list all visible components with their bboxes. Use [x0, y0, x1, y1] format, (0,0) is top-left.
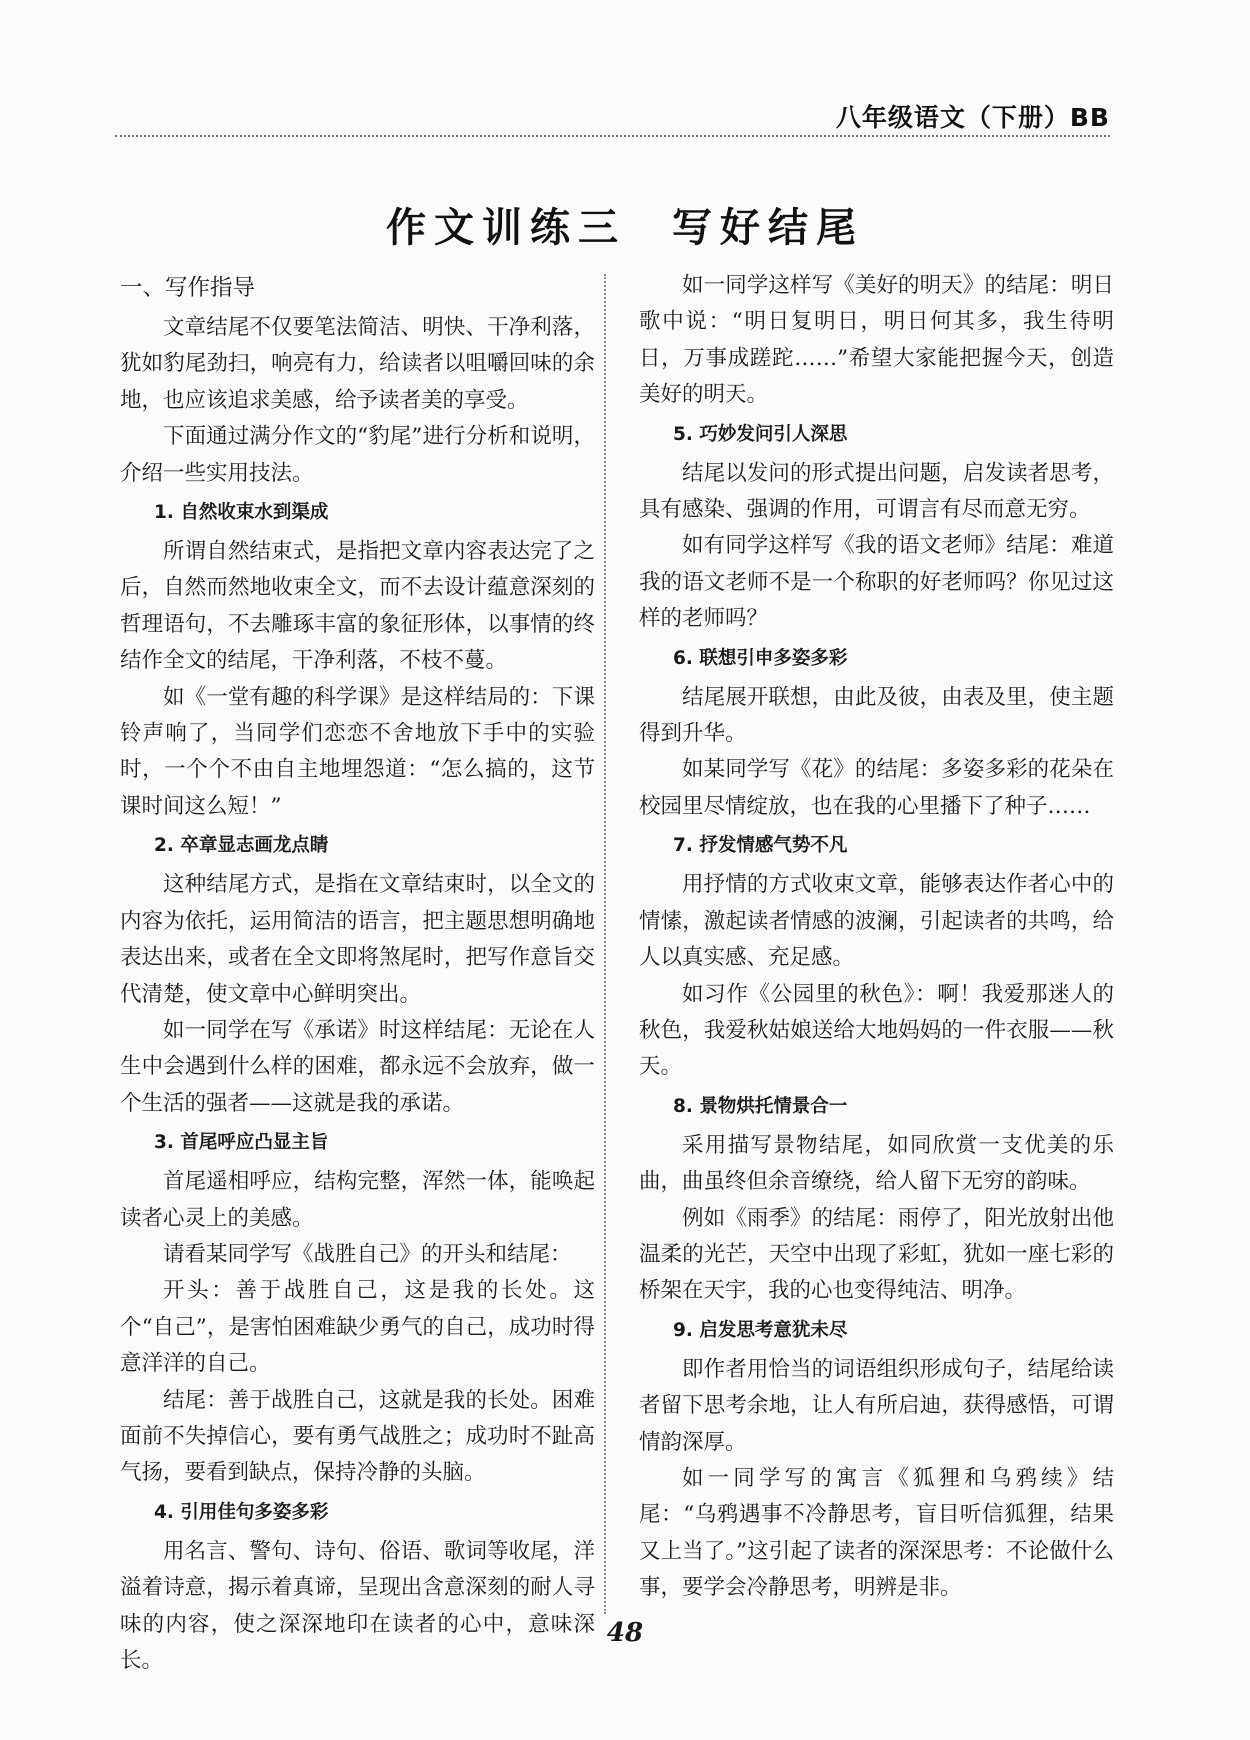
header-divider [115, 135, 1110, 137]
technique-heading: 3. 首尾呼应凸显主旨 [154, 1132, 329, 1154]
paragraph: 采用描写景物结尾，如同欣赏一支优美的乐曲，曲虽终但余音缭绕，给人留下无穷的韵味。 [639, 1132, 1114, 1195]
paragraph: 例如《雨季》的结尾：雨停了，阳光放射出他温柔的光芒，天空中出现了彩虹，犹如一座七彩的桥架在天宇，我的心也变得纯洁、明净。 [639, 1205, 1114, 1304]
technique-heading: 5. 巧妙发问引人深思 [673, 423, 848, 445]
technique-heading: 8. 景物烘托情景合一 [673, 1095, 848, 1117]
book-label: 八年级语文（下册）BB [835, 103, 1110, 132]
section-heading: 一、写作指导 [120, 275, 256, 301]
technique-heading: 6. 联想引申多姿多彩 [673, 647, 848, 669]
paragraph: 所谓自然结束式，是指把文章内容表达完了之后，自然而然地收束全文，而不去设计蕴意深刻的哲理语句，不去雕琢丰富的象征形体，以事情的终结作全文的结尾，干净利落，不枝不蔓。 [120, 539, 595, 674]
left-column [120, 268, 595, 1679]
page-header [115, 98, 1110, 134]
paragraph: 如有同学这样写《我的语文老师》结尾：难道我的语文老师不是一个称职的好老师吗？你见过这样的老师吗？ [639, 533, 1114, 632]
technique-heading: 9. 启发思考意犹未尽 [673, 1319, 848, 1341]
paragraph: 开头：善于战胜自己，这是我的长处。这个“自己”，是害怕困难缺少勇气的自己，成功时得意洋洋的自己。 [120, 1278, 595, 1377]
column-divider [604, 274, 606, 1614]
paragraph: 如一同学写的寓言《狐狸和乌鸦续》结尾：“乌鸦遇事不冷静思考，盲目听信狐狸，结果又上当了。”这引起了读者的深深思考：不论做什么事，要学会冷静思考，明辨是非。 [639, 1465, 1114, 1601]
paragraph: 结尾展开联想，由此及彼，由表及里，使主题得到升华。 [639, 684, 1114, 747]
paragraph: 结尾：善于战胜自己，这就是我的长处。困难面前不失掉信心，要有勇气战胜之；成功时不趾高气扬，要看到缺点，保持冷静的头脑。 [120, 1387, 595, 1486]
paragraph: 首尾遥相呼应，结构完整，浑然一体，能唤起读者心灵上的美感。 [120, 1169, 595, 1231]
title-part2: 写好结尾 [672, 204, 864, 251]
paragraph: 结尾以发问的形式提出问题，启发读者思考，具有感染、强调的作用，可谓言有尽而意无穷。 [639, 460, 1114, 523]
technique-heading: 2. 卒章显志画龙点睛 [154, 835, 329, 857]
right-column [639, 268, 1114, 1607]
paragraph: 如习作《公园里的秋色》：啊！我爱那迷人的秋色，我爱秋姑娘送给大地妈妈的一件衣服——秋天。 [639, 981, 1114, 1080]
paragraph: 用抒情的方式收束文章，能够表达作者心中的情愫，激起读者情感的波澜，引起读者的共鸣，给人以真实感、充足感。 [639, 872, 1114, 971]
paragraph: 如某同学写《花》的结尾：多姿多彩的花朵在校园里尽情绽放，也在我的心里播下了种子…… [639, 757, 1114, 819]
technique-heading: 4. 引用佳句多姿多彩 [154, 1501, 329, 1523]
paragraph: 下面通过满分作文的“豹尾”进行分析和说明，介绍一些实用技法。 [120, 424, 595, 486]
paragraph: 用名言、警句、诗句、俗语、歌词等收尾，洋溢着诗意，揭示着真谛，呈现出含意深刻的耐人寻味的内容，使之深深地印在读者的心中，意味深长。 [120, 1538, 595, 1673]
paragraph: 如一同学在写《承诺》时这样结尾：无论在人生中会遇到什么样的困难，都永远不会放弃，做一个生活的强者——这就是我的承诺。 [120, 1017, 595, 1116]
page-title [0, 196, 1250, 253]
page-number: 48 [606, 1618, 644, 1648]
paragraph: 如《一堂有趣的科学课》是这样结局的：下课铃声响了，当同学们恋恋不舍地放下手中的实验时，一个个不由自主地埋怨道：“怎么搞的，这节课时间这么短！” [120, 684, 595, 819]
paragraph: 即作者用恰当的词语组织形成句子，结尾给读者留下思考余地，让人有所启迪，获得感悟，可谓情韵深厚。 [639, 1356, 1114, 1455]
technique-heading: 7. 抒发情感气势不凡 [673, 835, 848, 857]
paragraph: 如一同学这样写《美好的明天》的结尾：明日歌中说：“明日复明日，明日何其多，我生待明日，万事成蹉跎……”希望大家能把握今天，创造美好的明天。 [639, 273, 1114, 408]
technique-heading: 1. 自然收束水到渠成 [154, 502, 329, 524]
paragraph: 文章结尾不仅要笔法简洁、明快、干净利落，犹如豹尾劲扫，响亮有力，给读者以咀嚼回味的余地，也应该追求美感，给予读者美的享受。 [120, 315, 595, 413]
paragraph: 请看某同学写《战胜自己》的开头和结尾： [163, 1241, 572, 1267]
paragraph: 这种结尾方式，是指在文章结束时，以全文的内容为依托，运用简洁的语言，把主题思想明确地表达出来，或者在全文即将煞尾时，把写作意旨交代清楚，使文章中心鲜明突出。 [120, 872, 595, 1007]
title-part1: 作文训练三 [386, 204, 626, 251]
